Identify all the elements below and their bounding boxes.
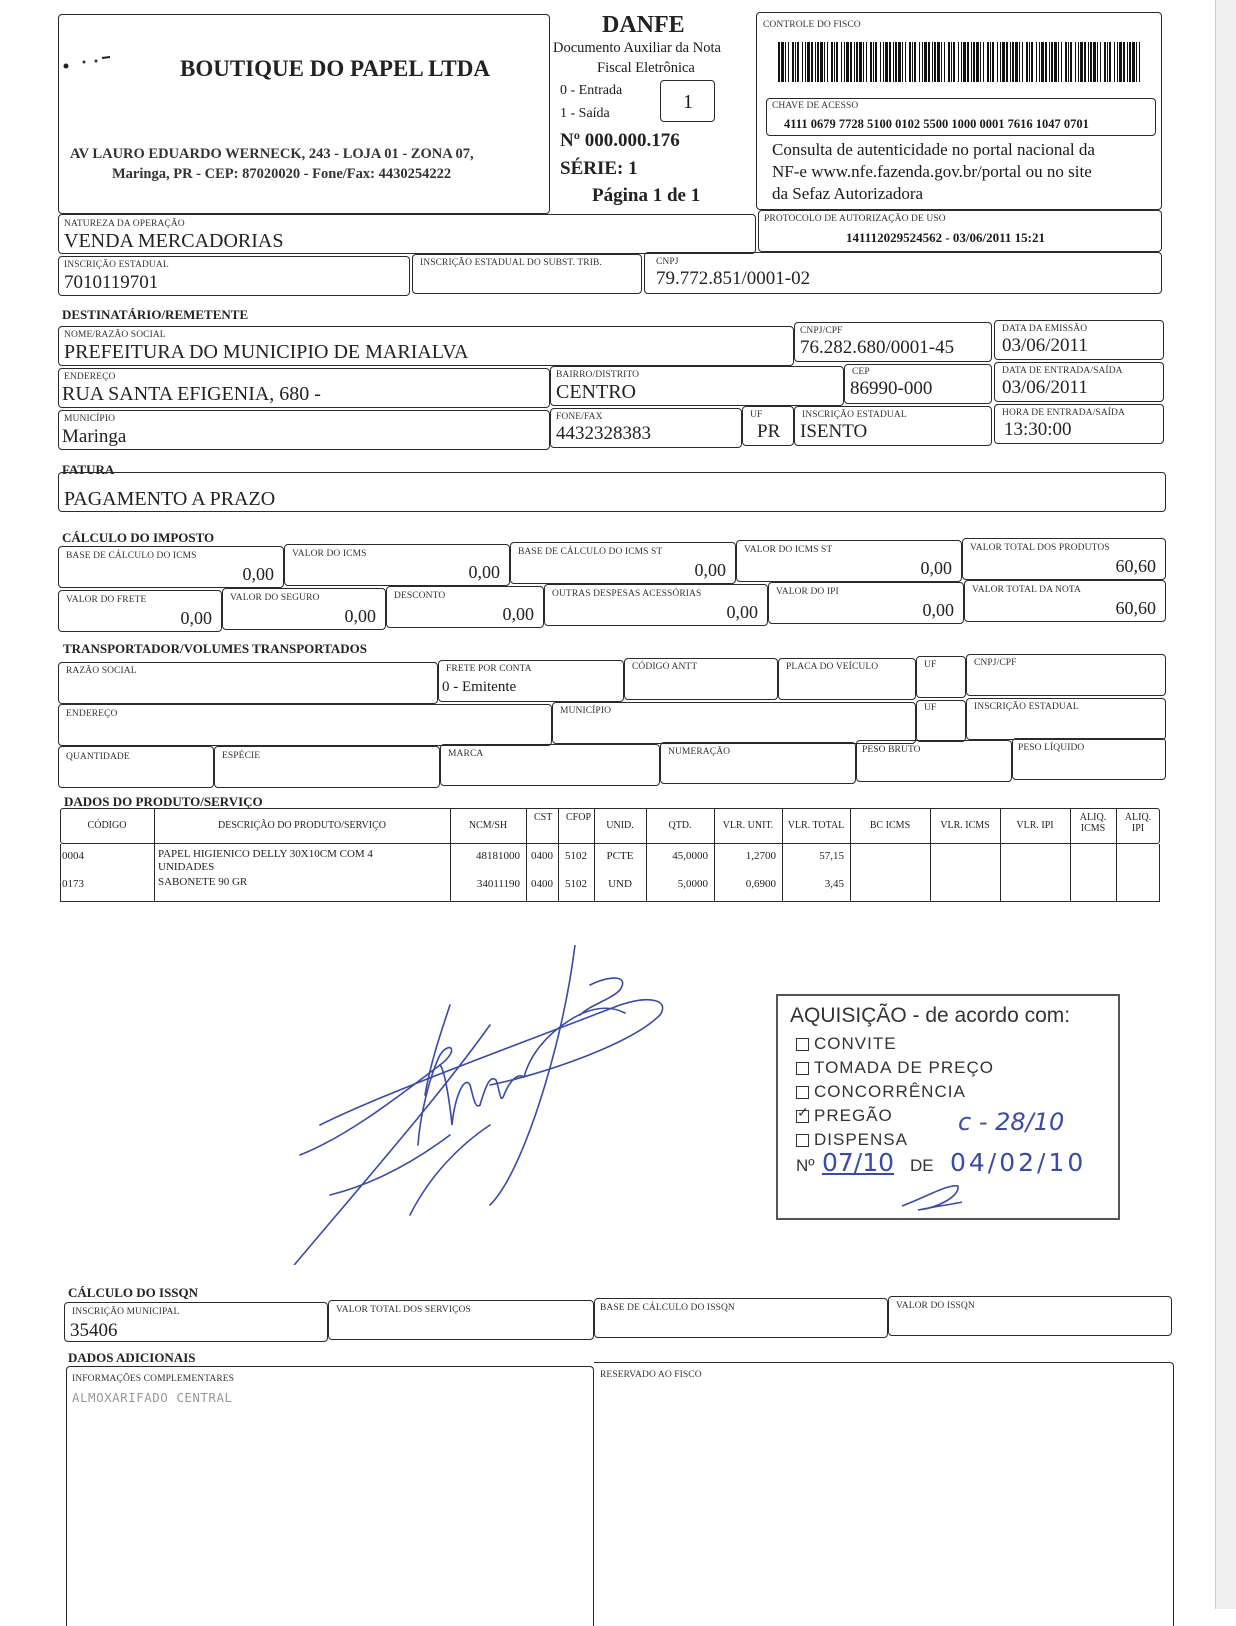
imposto-value: 0,00 (694, 560, 726, 580)
barcode-bar (792, 42, 794, 82)
barcode-bar (880, 42, 881, 82)
produtos-column-header: ALIQ. ICMS (1079, 812, 1107, 834)
transp-marca-label: MARCA (448, 749, 484, 759)
danfe-subtitle-2: Fiscal Eletrônica (597, 60, 695, 76)
stamp-option-label: PREGÃO (814, 1106, 893, 1125)
imposto-value: 0,00 (242, 564, 274, 584)
imposto-value: 0,00 (922, 600, 954, 620)
barcode-bar (967, 42, 969, 82)
table-cell-cst: 0400 (531, 878, 553, 890)
barcode-bar (961, 42, 962, 82)
adicionais-section-title: DADOS ADICIONAIS (68, 1350, 196, 1365)
barcode-bar (1100, 42, 1101, 82)
ie-label: INSCRIÇÃO ESTADUAL (64, 260, 169, 270)
barcode-bar (859, 42, 862, 82)
barcode-bar (834, 42, 835, 82)
imposto-label: VALOR DO SEGURO (230, 593, 320, 603)
imposto-label: VALOR TOTAL DOS PRODUTOS (970, 543, 1110, 553)
barcode-bar (1065, 42, 1067, 82)
natureza-value: VENDA MERCADORIAS (64, 230, 284, 252)
fatura-value: PAGAMENTO A PRAZO (64, 488, 276, 510)
protocolo-label: PROTOCOLO DE AUTORIZAÇÃO DE USO (764, 214, 946, 224)
barcode-bar (987, 42, 989, 82)
consulta-line1: Consulta de autenticidade no portal nacional da (772, 140, 1095, 159)
barcode-bar (1088, 42, 1089, 82)
produtos-column-header: VLR. IPI (1016, 820, 1054, 831)
barcode-bar (934, 42, 936, 82)
produtos-column-header: ALIQ. IPI (1124, 812, 1152, 834)
barcode-bar (1070, 42, 1072, 82)
table-cell-total: 3,45 (824, 878, 844, 890)
imposto-label: DESCONTO (394, 591, 446, 601)
stamp-checkbox (796, 1038, 809, 1051)
nf-number: Nº 000.000.176 (560, 130, 680, 151)
barcode-bar (875, 42, 877, 82)
stamp-option-label: CONVITE (814, 1034, 897, 1053)
barcode-bar (788, 42, 789, 82)
transp-uf-label: UF (924, 660, 937, 670)
destinatario-section-title: DESTINATÁRIO/REMETENTE (62, 307, 249, 322)
barcode-bar (836, 42, 838, 82)
company-name: BOUTIQUE DO PAPEL LTDA (180, 56, 490, 81)
transp-razao-label: RAZÃO SOCIAL (66, 666, 137, 676)
table-cell-unid: UND (608, 878, 632, 890)
dest-endereco-value: RUA SANTA EFIGENIA, 680 - (62, 383, 321, 405)
transp-antt-label: CÓDIGO ANTT (632, 662, 698, 672)
stamp-date-value: 04/02/10 (950, 1148, 1087, 1177)
stamp-numero-prefix: Nº (796, 1156, 815, 1175)
barcode-bar (902, 42, 903, 82)
barcode-bar (883, 42, 884, 82)
dest-cnpj-label: CNPJ/CPF (800, 326, 843, 336)
dest-emissao-value: 03/06/2011 (1002, 335, 1088, 356)
stamp-title: AQUISIÇÃO - de acordo com: (790, 1004, 1071, 1027)
barcode-bar (1006, 42, 1008, 82)
barcode-bar (831, 42, 833, 82)
barcode-bar (1012, 42, 1014, 82)
barcode-bar (1068, 42, 1069, 82)
barcode-bar (1097, 42, 1098, 82)
barcode-bar (1051, 42, 1053, 82)
barcode-bar (958, 42, 959, 82)
table-cell-ncm: 48181000 (476, 850, 520, 862)
produtos-column-header: CÓDIGO (87, 820, 127, 831)
barcode (778, 42, 1142, 82)
info-complementares-label: INFORMAÇÕES COMPLEMENTARES (72, 1374, 235, 1384)
dest-uf-label: UF (750, 410, 763, 420)
barcode-bar (778, 42, 780, 82)
consulta-line2: NF-e www.nfe.fazenda.gov.br/portal ou no site (772, 162, 1092, 181)
stamp-checkbox (796, 1062, 809, 1075)
produtos-section-title: DADOS DO PRODUTO/SERVIÇO (64, 794, 263, 809)
stamp-option-label: TOMADA DE PREÇO (814, 1058, 994, 1077)
transp-especie-label: ESPÉCIE (222, 751, 261, 761)
barcode-bar (1002, 42, 1005, 82)
barcode-bar (928, 42, 930, 82)
dest-entrada-value: 03/06/2011 (1002, 377, 1088, 398)
barcode-bar (873, 42, 874, 82)
produtos-column-header: DESCRIÇÃO DO PRODUTO/SERVIÇO (218, 820, 386, 831)
issqn-valor-label: VALOR DO ISSQN (896, 1301, 975, 1311)
transp-numeracao-label: NUMERAÇÃO (668, 747, 731, 757)
table-cell-descricao-cont: UNIDADES (158, 861, 215, 873)
barcode-bar (1117, 42, 1118, 82)
barcode-bar (820, 42, 823, 82)
transp-endereco-label: ENDEREÇO (66, 709, 118, 719)
barcode-bar (1041, 42, 1044, 82)
tipo-saida: 1 - Saída (560, 106, 610, 121)
barcode-bar (948, 42, 950, 82)
check-icon: ✓ (797, 1106, 809, 1121)
barcode-bar (990, 42, 991, 82)
transp-frete-label: FRETE POR CONTA (446, 664, 532, 674)
stamp-option-label: CONCORRÊNCIA (814, 1082, 966, 1101)
imposto-value: 60,60 (1115, 556, 1156, 576)
stamp-numero-value: 07/10 (822, 1148, 895, 1177)
reservado-fisco-label: RESERVADO AO FISCO (600, 1370, 702, 1380)
barcode-bar (856, 42, 858, 82)
table-cell-cfop: 5102 (565, 850, 587, 862)
table-cell-qtd: 5,0000 (677, 878, 708, 890)
produtos-column-header: BC ICMS (869, 820, 911, 831)
dest-ie-label: INSCRIÇÃO ESTADUAL (802, 410, 907, 420)
imposto-label: BASE DE CÁLCULO DO ICMS ST (518, 547, 663, 557)
produtos-column-header: VLR. UNIT. (722, 820, 774, 831)
transp-placa-label: PLACA DO VEÍCULO (786, 662, 879, 672)
barcode-bar (1031, 42, 1033, 82)
imposto-section-title: CÁLCULO DO IMPOSTO (62, 530, 215, 545)
transp-peso-liquido-label: PESO LÍQUIDO (1018, 743, 1085, 753)
table-cell-codigo: 0004 (62, 850, 84, 862)
dest-uf-value: PR (757, 421, 781, 442)
tipo-value: 1 (683, 91, 693, 113)
barcode-bar (811, 42, 813, 82)
dest-cep-label: CEP (852, 367, 870, 377)
barcode-bar (1078, 42, 1079, 82)
barcode-bar (807, 42, 810, 82)
transporte-section-title: TRANSPORTADOR/VOLUMES TRANSPORTADOS (63, 641, 368, 656)
table-cell-descricao: SABONETE 90 GR (158, 876, 248, 888)
barcode-bar (893, 42, 894, 82)
barcode-bar (1107, 42, 1108, 82)
barcode-bar (983, 42, 984, 82)
table-cell-total: 57,15 (819, 850, 844, 862)
imposto-value: 0,00 (502, 604, 534, 624)
danfe-subtitle-1: Documento Auxiliar da Nota (553, 40, 721, 56)
table-cell-qtd: 45,0000 (672, 850, 708, 862)
barcode-bar (824, 42, 825, 82)
protocolo-value: 141112029524562 - 03/06/2011 15:21 (846, 230, 1045, 245)
barcode-bar (905, 42, 906, 82)
barcode-bar (795, 42, 796, 82)
barcode-bar (1036, 42, 1037, 82)
fatura-section-title: FATURA (62, 462, 115, 477)
barcode-bar (909, 42, 911, 82)
handwritten-signature (290, 945, 690, 1265)
info-complementares-box (66, 1366, 594, 1626)
page-right-edge (1215, 0, 1236, 1609)
consulta-line3: da Sefaz Autorizadora (772, 184, 924, 203)
issqn-base-label: BASE DE CÁLCULO DO ISSQN (600, 1303, 735, 1313)
barcode-bar (898, 42, 901, 82)
ie-st-label: INSCRIÇÃO ESTADUAL DO SUBST. TRIB. (420, 258, 602, 268)
barcode-bar (846, 42, 849, 82)
barcode-bar (1080, 42, 1083, 82)
imposto-label: VALOR TOTAL DA NOTA (972, 585, 1082, 595)
transp-frete-value: 0 - Emitente (442, 679, 517, 695)
nf-pagina: Página 1 de 1 (592, 185, 701, 206)
chave-value: 4111 0679 7728 5100 0102 5500 1000 0001 7616 1047 0701 (784, 117, 1089, 131)
table-cell-descricao: PAPEL HIGIENICO DELLY 30X10CM COM 4 (158, 848, 373, 860)
barcode-bar (870, 42, 872, 82)
barcode-bar (973, 42, 975, 82)
barcode-bar (941, 42, 942, 82)
produtos-column-header: VLR. ICMS (940, 820, 990, 831)
dest-hora-label: HORA DE ENTRADA/SAÍDA (1002, 408, 1125, 418)
imposto-value: 0,00 (344, 606, 376, 626)
stamp-checkbox (796, 1086, 809, 1099)
barcode-bar (1090, 42, 1092, 82)
company-address-line2: Maringa, PR - CEP: 87020020 - Fone/Fax: 4430254222 (112, 166, 452, 182)
barcode-bar (863, 42, 864, 82)
barcode-bar (971, 42, 972, 82)
barcode-bar (895, 42, 897, 82)
barcode-bar (1132, 42, 1135, 82)
info-complementares-value: ALMOXARIFADO CENTRAL (72, 1390, 233, 1405)
barcode-bar (1136, 42, 1137, 82)
barcode-bar (944, 42, 945, 82)
barcode-bar (937, 42, 940, 82)
dest-hora-value: 13:30:00 (1004, 419, 1072, 440)
emitter-box (58, 14, 550, 214)
barcode-bar (1045, 42, 1047, 82)
barcode-bar (1061, 42, 1062, 82)
imposto-label: OUTRAS DESPESAS ACESSÓRIAS (552, 589, 702, 599)
barcode-bar (781, 42, 784, 82)
company-logo-marks (62, 52, 132, 82)
barcode-bar (976, 42, 979, 82)
dest-entrada-label: DATA DE ENTRADA/SAÍDA (1002, 366, 1123, 376)
barcode-bar (997, 42, 998, 82)
barcode-bar (1015, 42, 1018, 82)
produtos-column-header: QTD. (668, 820, 692, 831)
imposto-label: VALOR DO FRETE (66, 595, 147, 605)
barcode-bar (1123, 42, 1125, 82)
imposto-label: VALOR DO ICMS (292, 549, 367, 559)
barcode-bar (992, 42, 994, 82)
barcode-bar (1119, 42, 1122, 82)
barcode-bar (963, 42, 966, 82)
imposto-label: VALOR DO ICMS ST (744, 545, 833, 555)
produtos-column-header: NCM/SH (468, 820, 508, 831)
transp-municipio-label: MUNICÍPIO (560, 706, 612, 716)
issqn-section-title: CÁLCULO DO ISSQN (68, 1285, 199, 1300)
barcode-bar (815, 42, 816, 82)
ie-value: 7010119701 (64, 272, 159, 293)
nf-serie: SÉRIE: 1 (560, 158, 638, 179)
barcode-bar (1084, 42, 1086, 82)
danfe-title: DANFE (602, 12, 685, 38)
issqn-servicos-label: VALOR TOTAL DOS SERVIÇOS (336, 1305, 471, 1315)
table-cell-unid: PCTE (606, 850, 634, 862)
issqn-im-value: 35406 (70, 1320, 118, 1341)
imposto-value: 60,60 (1115, 598, 1156, 618)
produtos-column-header: UNID. (606, 820, 634, 831)
stamp-scribble (898, 1176, 978, 1216)
imposto-label: BASE DE CÁLCULO DO ICMS (66, 551, 197, 561)
dest-nome-label: NOME/RAZÃO SOCIAL (64, 330, 166, 340)
imposto-value: 0,00 (920, 558, 952, 578)
barcode-bar (805, 42, 806, 82)
produtos-column-header: CFOP (566, 812, 592, 823)
produtos-column-header: CST (534, 812, 553, 823)
dest-bairro-value: CENTRO (556, 381, 636, 403)
barcode-bar (980, 42, 981, 82)
table-cell-cst: 0400 (531, 850, 553, 862)
imposto-label: VALOR DO IPI (776, 587, 839, 597)
dest-municipio-label: MUNICÍPIO (64, 414, 116, 424)
stamp-checkbox (796, 1134, 809, 1147)
transp-peso-bruto-label: PESO BRUTO (862, 745, 921, 755)
barcode-bar (912, 42, 913, 82)
barcode-bar (932, 42, 933, 82)
barcode-bar (785, 42, 786, 82)
barcode-bar (1104, 42, 1106, 82)
barcode-bar (866, 42, 867, 82)
dest-emissao-label: DATA DA EMISSÃO (1002, 324, 1088, 334)
barcode-bar (1010, 42, 1011, 82)
controle-fisco-label: CONTROLE DO FISCO (763, 20, 861, 30)
stamp-checkbox (796, 1106, 809, 1123)
barcode-bar (797, 42, 799, 82)
barcode-bar (817, 42, 819, 82)
transp-qtd-label: QUANTIDADE (66, 752, 130, 762)
table-cell-unit: 0,6900 (745, 878, 776, 890)
barcode-bar (1029, 42, 1030, 82)
barcode-bar (802, 42, 803, 82)
tipo-entrada: 0 - Entrada (560, 83, 623, 98)
barcode-bar (1000, 42, 1001, 82)
barcode-bar (924, 42, 927, 82)
barcode-bar (885, 42, 888, 82)
table-cell-cfop: 5102 (565, 878, 587, 890)
dest-municipio-box (58, 410, 550, 450)
dest-cnpj-value: 76.282.680/0001-45 (800, 337, 955, 358)
reservado-fisco-box (594, 1362, 1174, 1626)
transp-uf2-label: UF (924, 703, 937, 713)
natureza-label: NATUREZA DA OPERAÇÃO (64, 219, 185, 229)
dest-fone-value: 4432328383 (556, 423, 651, 444)
imposto-value: 0,00 (180, 608, 212, 628)
dest-municipio-value: Maringa (62, 426, 127, 447)
dest-bairro-label: BAIRRO/DISTRITO (556, 370, 640, 380)
transp-endereco-box (58, 704, 552, 746)
aquisicao-stamp (776, 994, 1120, 1220)
transp-ie-label: INSCRIÇÃO ESTADUAL (974, 702, 1079, 712)
stamp-de-label: DE (910, 1156, 934, 1175)
stamp-option-label: DISPENSA (814, 1130, 908, 1149)
barcode-bar (919, 42, 920, 82)
issqn-im-label: INSCRIÇÃO MUNICIPAL (72, 1307, 180, 1317)
table-row (60, 876, 1160, 902)
barcode-bar (1093, 42, 1096, 82)
barcode-bar (1139, 42, 1140, 82)
barcode-bar (850, 42, 852, 82)
barcode-bar (1022, 42, 1023, 82)
cnpj-label: CNPJ (656, 257, 679, 267)
dest-fone-label: FONE/FAX (556, 412, 603, 422)
barcode-bar (1114, 42, 1115, 82)
barcode-bar (1039, 42, 1040, 82)
stamp-handwritten-pregao: c - 28/10 (958, 1108, 1065, 1136)
barcode-bar (1019, 42, 1020, 82)
barcode-bar (953, 42, 955, 82)
dest-ie-value: ISENTO (800, 421, 868, 442)
barcode-bar (1075, 42, 1076, 82)
barcode-bar (841, 42, 842, 82)
dest-nome-value: PREFEITURA DO MUNICIPIO DE MARIALVA (64, 341, 469, 363)
table-cell-unit: 1,2700 (745, 850, 776, 862)
imposto-value: 0,00 (726, 602, 758, 622)
chave-label: CHAVE DE ACESSO (772, 101, 859, 111)
dest-cep-value: 86990-000 (850, 378, 933, 399)
table-cell-ncm: 34011190 (476, 878, 520, 890)
barcode-bar (1127, 42, 1128, 82)
barcode-bar (889, 42, 891, 82)
barcode-bar (827, 42, 828, 82)
barcode-bar (922, 42, 923, 82)
barcode-bar (1058, 42, 1059, 82)
barcode-bar (1054, 42, 1057, 82)
barcode-bar (1049, 42, 1050, 82)
barcode-bar (951, 42, 952, 82)
barcode-bar (914, 42, 916, 82)
barcode-bar (854, 42, 855, 82)
barcode-bar (1109, 42, 1111, 82)
barcode-bar (1026, 42, 1028, 82)
barcode-bar (844, 42, 845, 82)
table-row (60, 848, 1160, 874)
table-cell-codigo: 0173 (62, 878, 84, 890)
barcode-bar (1129, 42, 1131, 82)
imposto-value: 0,00 (468, 562, 500, 582)
transp-cnpj-label: CNPJ/CPF (974, 658, 1017, 668)
cnpj-value: 79.772.851/0001-02 (656, 268, 811, 289)
dest-endereco-label: ENDEREÇO (64, 372, 116, 382)
produtos-column-header: VLR. TOTAL (787, 820, 845, 831)
company-address-line1: AV LAURO EDUARDO WERNECK, 243 - LOJA 01 - ZONA 07, (70, 146, 474, 162)
